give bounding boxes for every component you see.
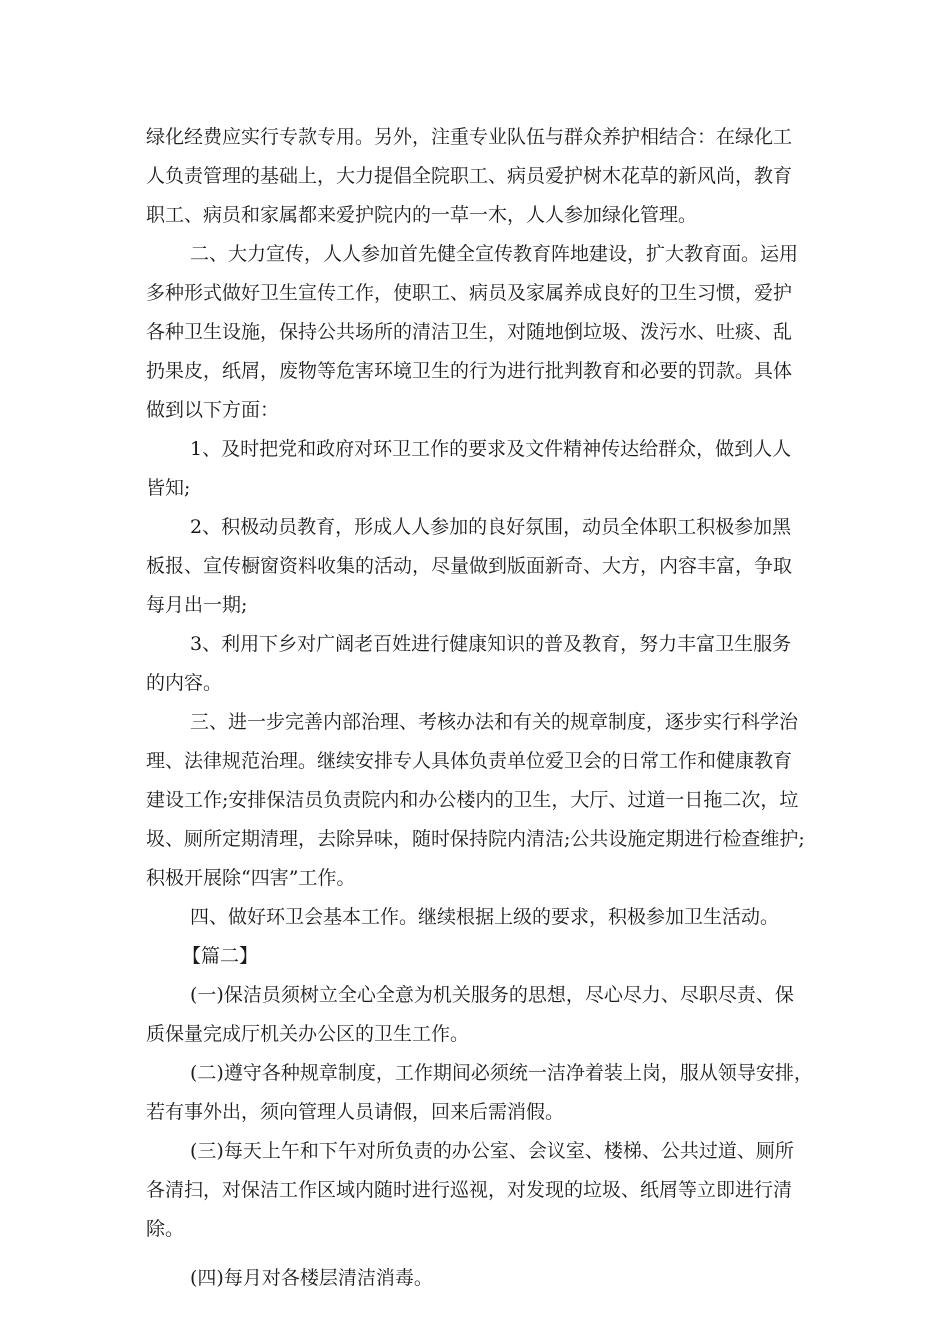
spacer <box>146 1249 826 1259</box>
text-line: 绿化经费应实行专款专用。另外，注重专业队伍与群众养护相结合：在绿化工 <box>146 126 793 148</box>
text-line: 除。 <box>146 1218 185 1240</box>
paragraph-start-line: (一)保洁员须树立全心全意为机关服务的思想，尽心尽力、尽职尽责、保 <box>190 984 794 1006</box>
paragraph-start-line: 二、大力宣传，人人参加首先健全宣传教育阵地建设，扩大教育面。运用 <box>190 243 799 265</box>
text-line: 理、法律规范治理。继续安排专人具体负责单位爱卫会的日常工作和健康教育 <box>146 750 793 772</box>
document-body <box>146 118 826 1298</box>
text-line: 圾、厕所定期清理，去除异味，随时保持院内清洁;公共设施定期进行检查维护; <box>146 828 805 850</box>
text-line: 扔果皮，纸屑，废物等危害环境卫生的行为进行批判教育和必要的罚款。具体 <box>146 360 793 382</box>
paragraph-start-line: (三)每天上午和下午对所负责的办公室、会议室、楼梯、公共过道、厕所 <box>190 1140 794 1162</box>
text-line: 的内容。 <box>146 672 223 694</box>
text-line: 质保量完成厅机关办公区的卫生工作。 <box>146 1023 470 1045</box>
text-line: 做到以下方面： <box>146 399 280 421</box>
text-line: 建设工作;安排保洁员负责院内和办公楼内的卫生，大厅、过道一日拖二次，垃 <box>146 789 799 811</box>
paragraph-start-line: (二)遵守各种规章制度，工作期间必须统一洁净着装上岗，服从领导安排， <box>190 1062 813 1084</box>
list-item-2-line: 2、积极动员教育，形成人人参加的良好氛围，动员全体职工积极参加黑 <box>190 516 792 538</box>
text-line: 若有事外出，须向管理人员请假，回来后需消假。 <box>146 1101 565 1123</box>
text-line: 皆知; <box>146 477 191 499</box>
paragraph-start-line: 四、做好环卫会基本工作。继续根据上级的要求，积极参加卫生活动。 <box>190 906 780 928</box>
text-line: 各清扫，对保洁工作区域内随时进行巡视，对发现的垃圾、纸屑等立即进行清 <box>146 1179 793 1201</box>
section-heading: 【篇二】 <box>182 945 259 967</box>
text-line: 积极开展除“四害”工作。 <box>146 867 356 889</box>
text-line: 每月出一期; <box>146 594 248 616</box>
text-line: 多种形式做好卫生宣传工作，使职工、病员及家属养成良好的卫生习惯，爱护 <box>146 282 793 304</box>
text-line: 各种卫生设施，保持公共场所的清洁卫生，对随地倒垃圾、泼污水、吐痰、乱 <box>146 321 793 343</box>
list-item-1-line: 1、及时把党和政府对环卫工作的要求及文件精神传达给群众，做到人人 <box>190 438 792 460</box>
text-line: 板报、宣传橱窗资料收集的活动，尽量做到版面新奇、大方，内容丰富，争取 <box>146 555 793 577</box>
text-line: 职工、病员和家属都来爱护院内的一草一木，人人参加绿化管理。 <box>146 204 698 226</box>
list-item-3-line: 3、利用下乡对广阔老百姓进行健康知识的普及教育，努力丰富卫生服务 <box>190 633 792 655</box>
paragraph-start-line: 三、进一步完善内部治理、考核办法和有关的规章制度，逐步实行科学治 <box>190 711 799 733</box>
paragraph-start-line: (四)每月对各楼层清洁消毒。 <box>190 1267 433 1289</box>
text-line: 人负责管理的基础上，大力提倡全院职工、病员爱护树木花草的新风尚，教育 <box>146 165 793 187</box>
